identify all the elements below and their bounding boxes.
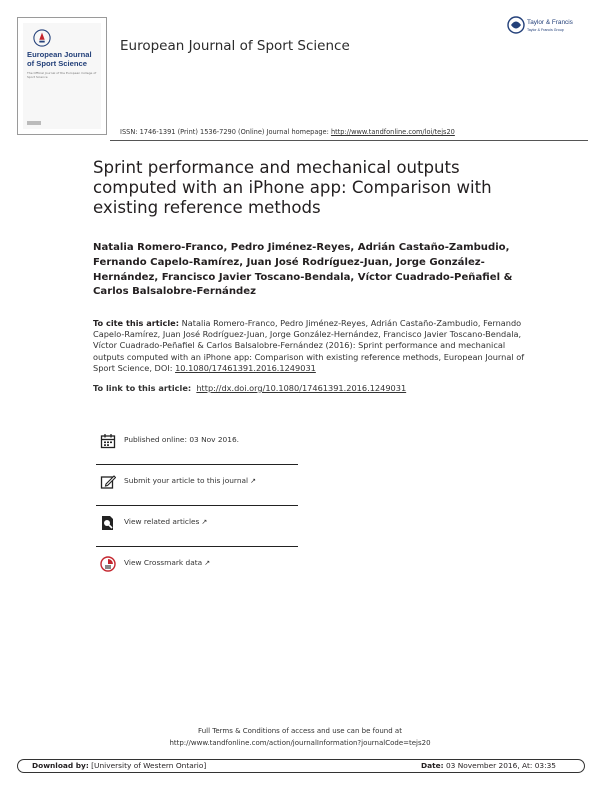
journal-cover <box>17 17 107 135</box>
journal-title: European Journal of Sport Science <box>120 38 350 54</box>
published-row <box>96 428 298 458</box>
article-doi-url[interactable]: http://dx.doi.org/10.1080/17461391.2016.1249031 <box>196 383 407 393</box>
submit-article-row[interactable] <box>96 469 298 499</box>
author-list: Natalia Romero-Franco, Pedro Jiménez-Reyes, Adrián Castaño-Zambudio, Fernando Capelo-Ramírez, Juan José Rodríguez-Juan, Jorge González-Hernández, Francisco Javier Toscano-Bendala, Víctor Cuadrado-Peñafiel & Carlos Balsalobre-Fernández <box>93 242 513 298</box>
cite-text: Natalia Romero-Franco, Pedro Jiménez-Reyes, Adrián Castaño-Zambudio, Fernando Capelo-Ramírez, Juan José Rodríguez-Juan, Jorge González-Hernández, Francisco Javier Toscano-Bendala, Víctor Cuadrado-Peñafiel & Carlos Balsalobre-Fernández (2016): Sprint performance and mechanical outputs computed with an iPhone app: Comparison with existing reference methods, European Journal of Sport Science, DOI: <box>93 318 525 373</box>
tf-logo-subtext: Taylor & Francis Group <box>527 28 564 32</box>
doi-link[interactable]: 10.1080/17461391.2016.1249031 <box>175 362 316 373</box>
external-link-icon: ↗ <box>250 477 256 485</box>
header-divider <box>110 140 588 141</box>
issn-line <box>120 128 455 136</box>
download-info-bar <box>17 759 585 773</box>
ecss-logo-icon <box>33 29 51 47</box>
taylor-francis-logo-icon <box>506 13 586 37</box>
cite-label: To cite this article: <box>93 318 179 328</box>
terms-footer <box>0 726 600 749</box>
article-link-line <box>93 383 406 393</box>
issn-text: ISSN: 1746-1391 (Print) 1536-7290 (Online) Journal homepage: <box>120 128 331 136</box>
external-link-icon: ↗ <box>204 559 211 567</box>
cover-publisher-mark <box>27 121 41 125</box>
journal-homepage-link[interactable]: http://www.tandfonline.com/loi/tejs20 <box>330 128 455 136</box>
terms-url[interactable]: http://www.tandfonline.com/action/journalInformation?journalCode=tejs20 <box>169 738 431 747</box>
edit-icon <box>100 474 116 490</box>
cover-title: European Journal of Sport Science <box>27 50 92 68</box>
download-date: Date: 03 November 2016, At: 03:35 <box>421 761 556 770</box>
search-document-icon <box>100 515 116 531</box>
crossmark-icon <box>100 556 116 572</box>
terms-text: Full Terms & Conditions of access and use can be found at <box>198 727 402 735</box>
cover-subtitle: The Official Journal of the European College of Sport Science <box>27 71 97 79</box>
crossmark-link[interactable]: View Crossmark data ↗ <box>124 558 211 567</box>
related-articles-link[interactable]: View related articles ↗ <box>124 517 208 526</box>
citation-block <box>93 318 528 374</box>
link-label: To link to this article: <box>93 383 192 393</box>
submit-article-link[interactable]: Submit your article to this journal ↗ <box>124 476 256 485</box>
calendar-icon <box>100 433 116 449</box>
external-link-icon: ↗ <box>201 518 208 526</box>
action-divider <box>96 546 298 547</box>
article-title: Sprint performance and mechanical outputs computed with an iPhone app: Comparison with existing reference methods <box>93 158 492 217</box>
action-divider <box>96 505 298 506</box>
downloaded-by: Download by: [University of Western Ontario] <box>32 761 207 770</box>
cover-panel <box>23 23 101 129</box>
crossmark-row[interactable] <box>96 551 298 581</box>
published-date: Published online: 03 Nov 2016. <box>124 435 239 444</box>
tf-logo-text: Taylor & Francis <box>527 19 573 26</box>
action-divider <box>96 464 298 465</box>
related-articles-row[interactable] <box>96 510 298 540</box>
